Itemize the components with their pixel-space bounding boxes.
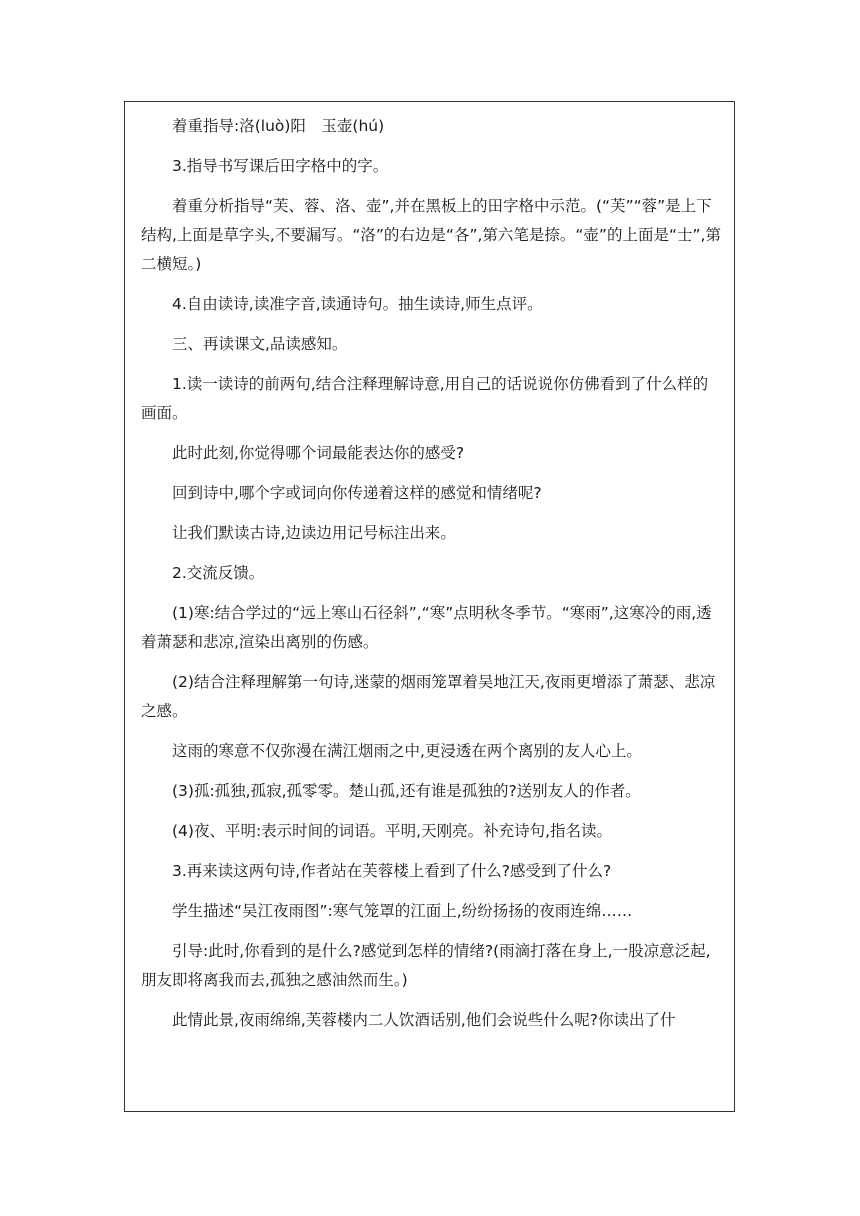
paragraph-pronunciation-guide: 着重指导:洛(luò)阳 玉壶(hú)	[172, 117, 385, 135]
paragraph-step-4-reading: 4.自由读诗,读准字音,读通诗句。抽生读诗,师生点评。	[172, 295, 543, 313]
document-body	[141, 112, 723, 1046]
paragraph-step-1-first-lines: 1.读一读诗的前两句,结合注释理解诗意,用自己的话说说你仿佛看到了什么样的画面。	[141, 375, 709, 422]
paragraph-feedback-3-lonely: (3)孤:孤独,孤寂,孤零零。楚山孤,还有谁是孤独的?送别友人的作者。	[172, 782, 641, 800]
paragraph-feedback-1-cold: (1)寒:结合学过的“远上寒山石径斜”,“寒”点明秋冬季节。“寒雨”,这寒冷的雨,透着萧瑟和悲凉,渲染出离别的伤感。	[141, 604, 712, 651]
paragraph-feedback-4-night-dawn: (4)夜、平明:表示时间的词语。平明,天刚亮。补充诗句,指名读。	[172, 822, 613, 840]
section-heading-reread: 三、再读课文,品读感知。	[172, 335, 348, 353]
paragraph-guidance: 引导:此时,你看到的是什么?感觉到怎样的情绪?(雨滴打落在身上,一股凉意泛起,朋友即将离我而去,孤独之感油然而生。)	[141, 942, 711, 989]
document-frame	[124, 101, 735, 1112]
paragraph-step-2-feedback: 2.交流反馈。	[172, 564, 265, 582]
paragraph-silent-reading: 让我们默读古诗,边读边用记号标注出来。	[172, 524, 456, 542]
paragraph-scene-question: 此情此景,夜雨绵绵,芙蓉楼内二人饮酒话别,他们会说些什么呢?你读出了什	[172, 1011, 676, 1029]
paragraph-word-question: 回到诗中,哪个字或词向你传递着这样的感觉和情绪呢?	[172, 484, 542, 502]
paragraph-character-analysis: 着重分析指导“芙、蓉、洛、壶”,并在黑板上的田字格中示范。(“芙”“蓉”是上下结构,上面是草字头,不要漏写。“洛”的右边是“各”,第六笔是捺。“壶”的上面是“士”,第二横短。)	[141, 197, 721, 273]
paragraph-rain-chill: 这雨的寒意不仅弥漫在满江烟雨之中,更浸透在两个离别的友人心上。	[172, 742, 642, 760]
paragraph-feeling-question: 此时此刻,你觉得哪个词最能表达你的感受?	[172, 444, 465, 462]
paragraph-step-3-writing: 3.指导书写课后田字格中的字。	[172, 157, 389, 175]
paragraph-student-description: 学生描述“吴江夜雨图”:寒气笼罩的江面上,纷纷扬扬的夜雨连绵……	[172, 902, 633, 920]
paragraph-feedback-2-first-line: (2)结合注释理解第一句诗,迷蒙的烟雨笼罩着吴地江天,夜雨更增添了萧瑟、悲凉之感。	[141, 673, 716, 720]
paragraph-step-3-reread: 3.再来读这两句诗,作者站在芙蓉楼上看到了什么?感受到了什么?	[172, 862, 612, 880]
